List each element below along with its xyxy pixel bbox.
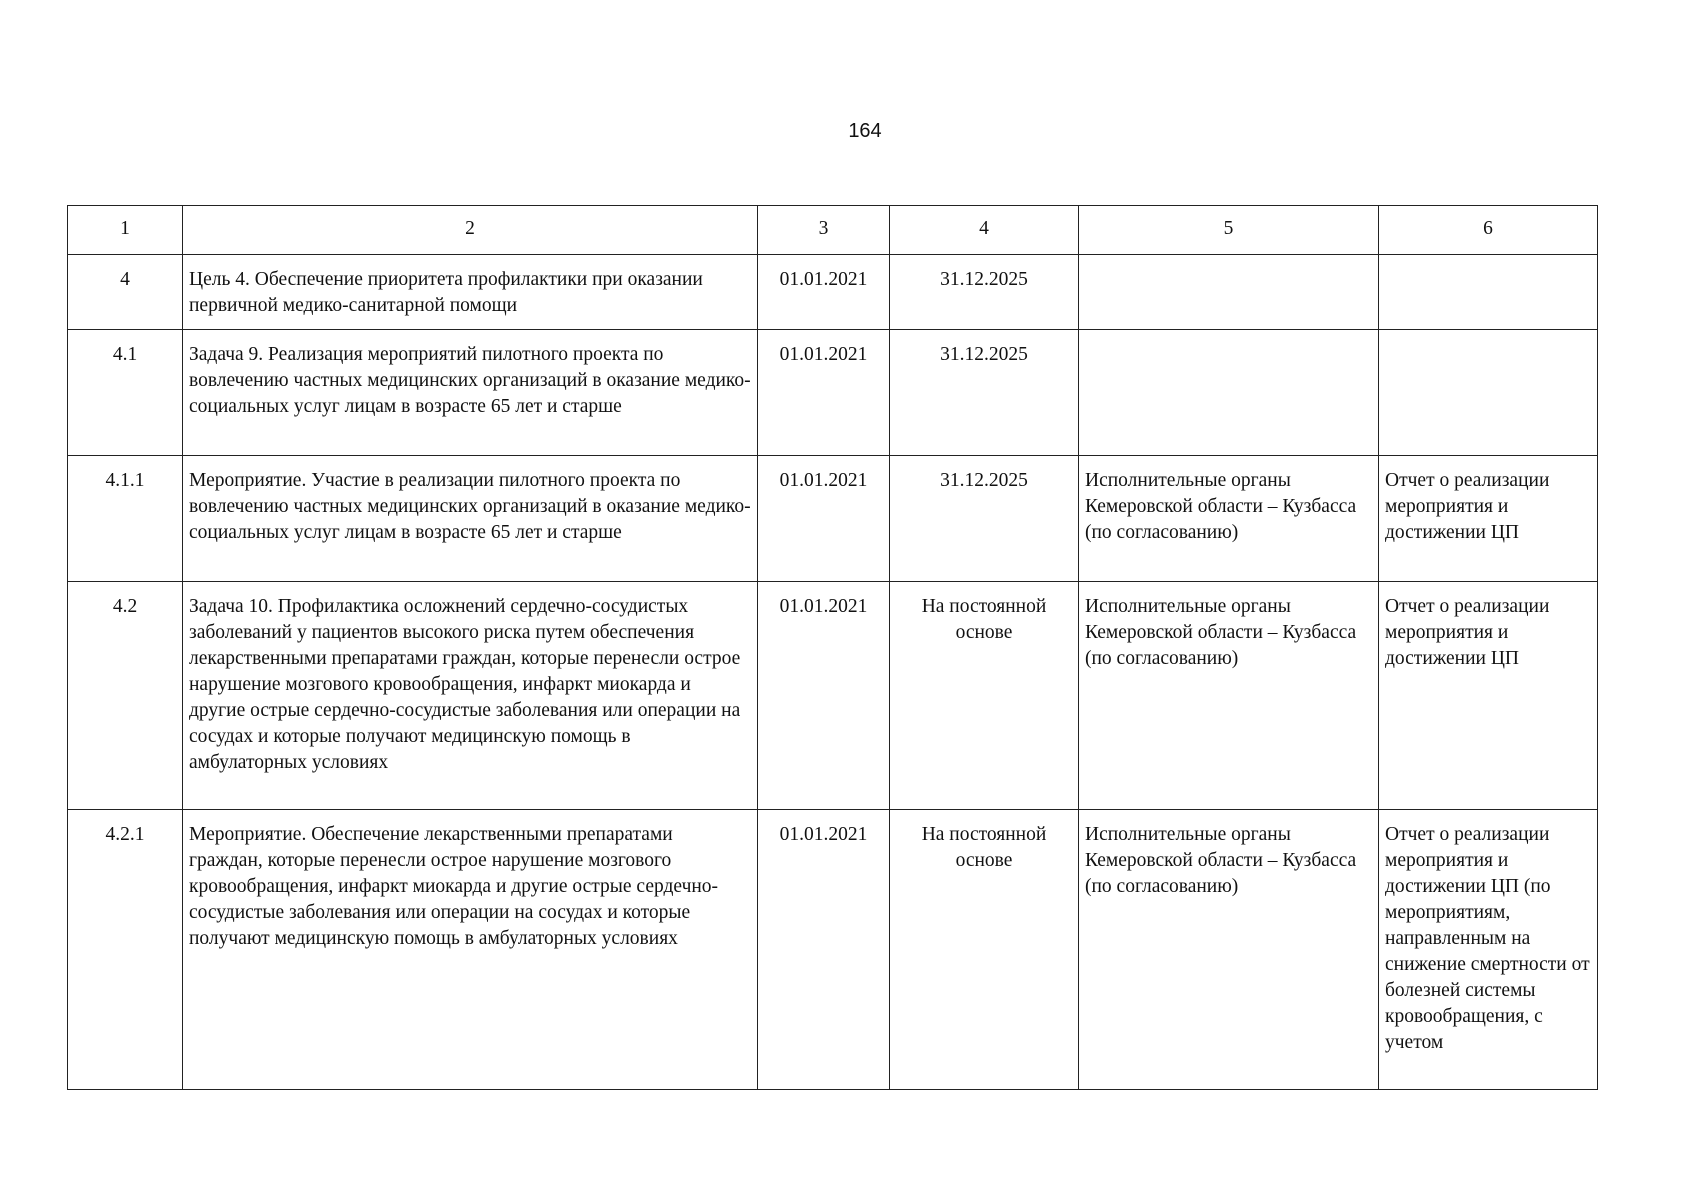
row-result — [1379, 330, 1598, 456]
row-end-date: На постоянной основе — [890, 582, 1079, 810]
row-start-date: 01.01.2021 — [758, 810, 890, 1090]
table-row — [68, 255, 1598, 330]
table-row — [68, 810, 1598, 1090]
row-result: Отчет о реализации мероприятия и достижении ЦП — [1379, 582, 1598, 810]
table-row — [68, 330, 1598, 456]
row-end-date: 31.12.2025 — [890, 330, 1079, 456]
table-row — [68, 582, 1598, 810]
row-end-date: На постоянной основе — [890, 810, 1079, 1090]
row-start-date: 01.01.2021 — [758, 330, 890, 456]
row-number: 4.1 — [68, 330, 183, 456]
row-responsible: Исполнительные органы Кемеровской области – Кузбасса (по согласованию) — [1079, 456, 1379, 582]
header-cell-1: 1 — [68, 206, 183, 255]
row-start-date: 01.01.2021 — [758, 255, 890, 330]
row-description: Цель 4. Обеспечение приоритета профилактики при оказании первичной медико-санитарной помощи — [183, 255, 758, 330]
row-start-date: 01.01.2021 — [758, 582, 890, 810]
row-result — [1379, 255, 1598, 330]
row-description: Мероприятие. Обеспечение лекарственными препаратами граждан, которые перенесли острое нарушение мозгового кровообращения, инфаркт миокарда и другие острые сердечно-сосудистые заболевания или операции на сосудах и которые получают медицинскую помощь в амбулаторных условиях — [183, 810, 758, 1090]
row-number: 4 — [68, 255, 183, 330]
row-end-date: 31.12.2025 — [890, 456, 1079, 582]
row-number: 4.2.1 — [68, 810, 183, 1090]
page-number: 164 — [848, 120, 882, 142]
plan-table — [67, 205, 1598, 1090]
table-row — [68, 456, 1598, 582]
row-responsible: Исполнительные органы Кемеровской области – Кузбасса (по согласованию) — [1079, 810, 1379, 1090]
header-cell-5: 5 — [1079, 206, 1379, 255]
header-cell-4: 4 — [890, 206, 1079, 255]
row-result: Отчет о реализации мероприятия и достижении ЦП (по мероприятиям, направленным на снижение смертности от болезней системы кровообращения, с учетом — [1379, 810, 1598, 1090]
header-cell-3: 3 — [758, 206, 890, 255]
row-result: Отчет о реализации мероприятия и достижении ЦП — [1379, 456, 1598, 582]
header-cell-2: 2 — [183, 206, 758, 255]
row-responsible: Исполнительные органы Кемеровской области – Кузбасса (по согласованию) — [1079, 582, 1379, 810]
row-responsible — [1079, 255, 1379, 330]
row-description: Мероприятие. Участие в реализации пилотного проекта по вовлечению частных медицинских организаций в оказание медико-социальных услуг лицам в возрасте 65 лет и старше — [183, 456, 758, 582]
row-responsible — [1079, 330, 1379, 456]
row-start-date: 01.01.2021 — [758, 456, 890, 582]
row-number: 4.1.1 — [68, 456, 183, 582]
row-number: 4.2 — [68, 582, 183, 810]
table-header-row — [68, 206, 1598, 255]
row-description: Задача 10. Профилактика осложнений сердечно-сосудистых заболеваний у пациентов высокого риска путем обеспечения лекарственными препаратами граждан, которые перенесли острое нарушение мозгового кровообращения, инфаркт миокарда и другие острые сердечно-сосудистые заболевания или операции на сосудах и которые получают медицинскую помощь в амбулаторных условиях — [183, 582, 758, 810]
row-description: Задача 9. Реализация мероприятий пилотного проекта по вовлечению частных медицинских организаций в оказание медико-социальных услуг лицам в возрасте 65 лет и старше — [183, 330, 758, 456]
header-cell-6: 6 — [1379, 206, 1598, 255]
row-end-date: 31.12.2025 — [890, 255, 1079, 330]
